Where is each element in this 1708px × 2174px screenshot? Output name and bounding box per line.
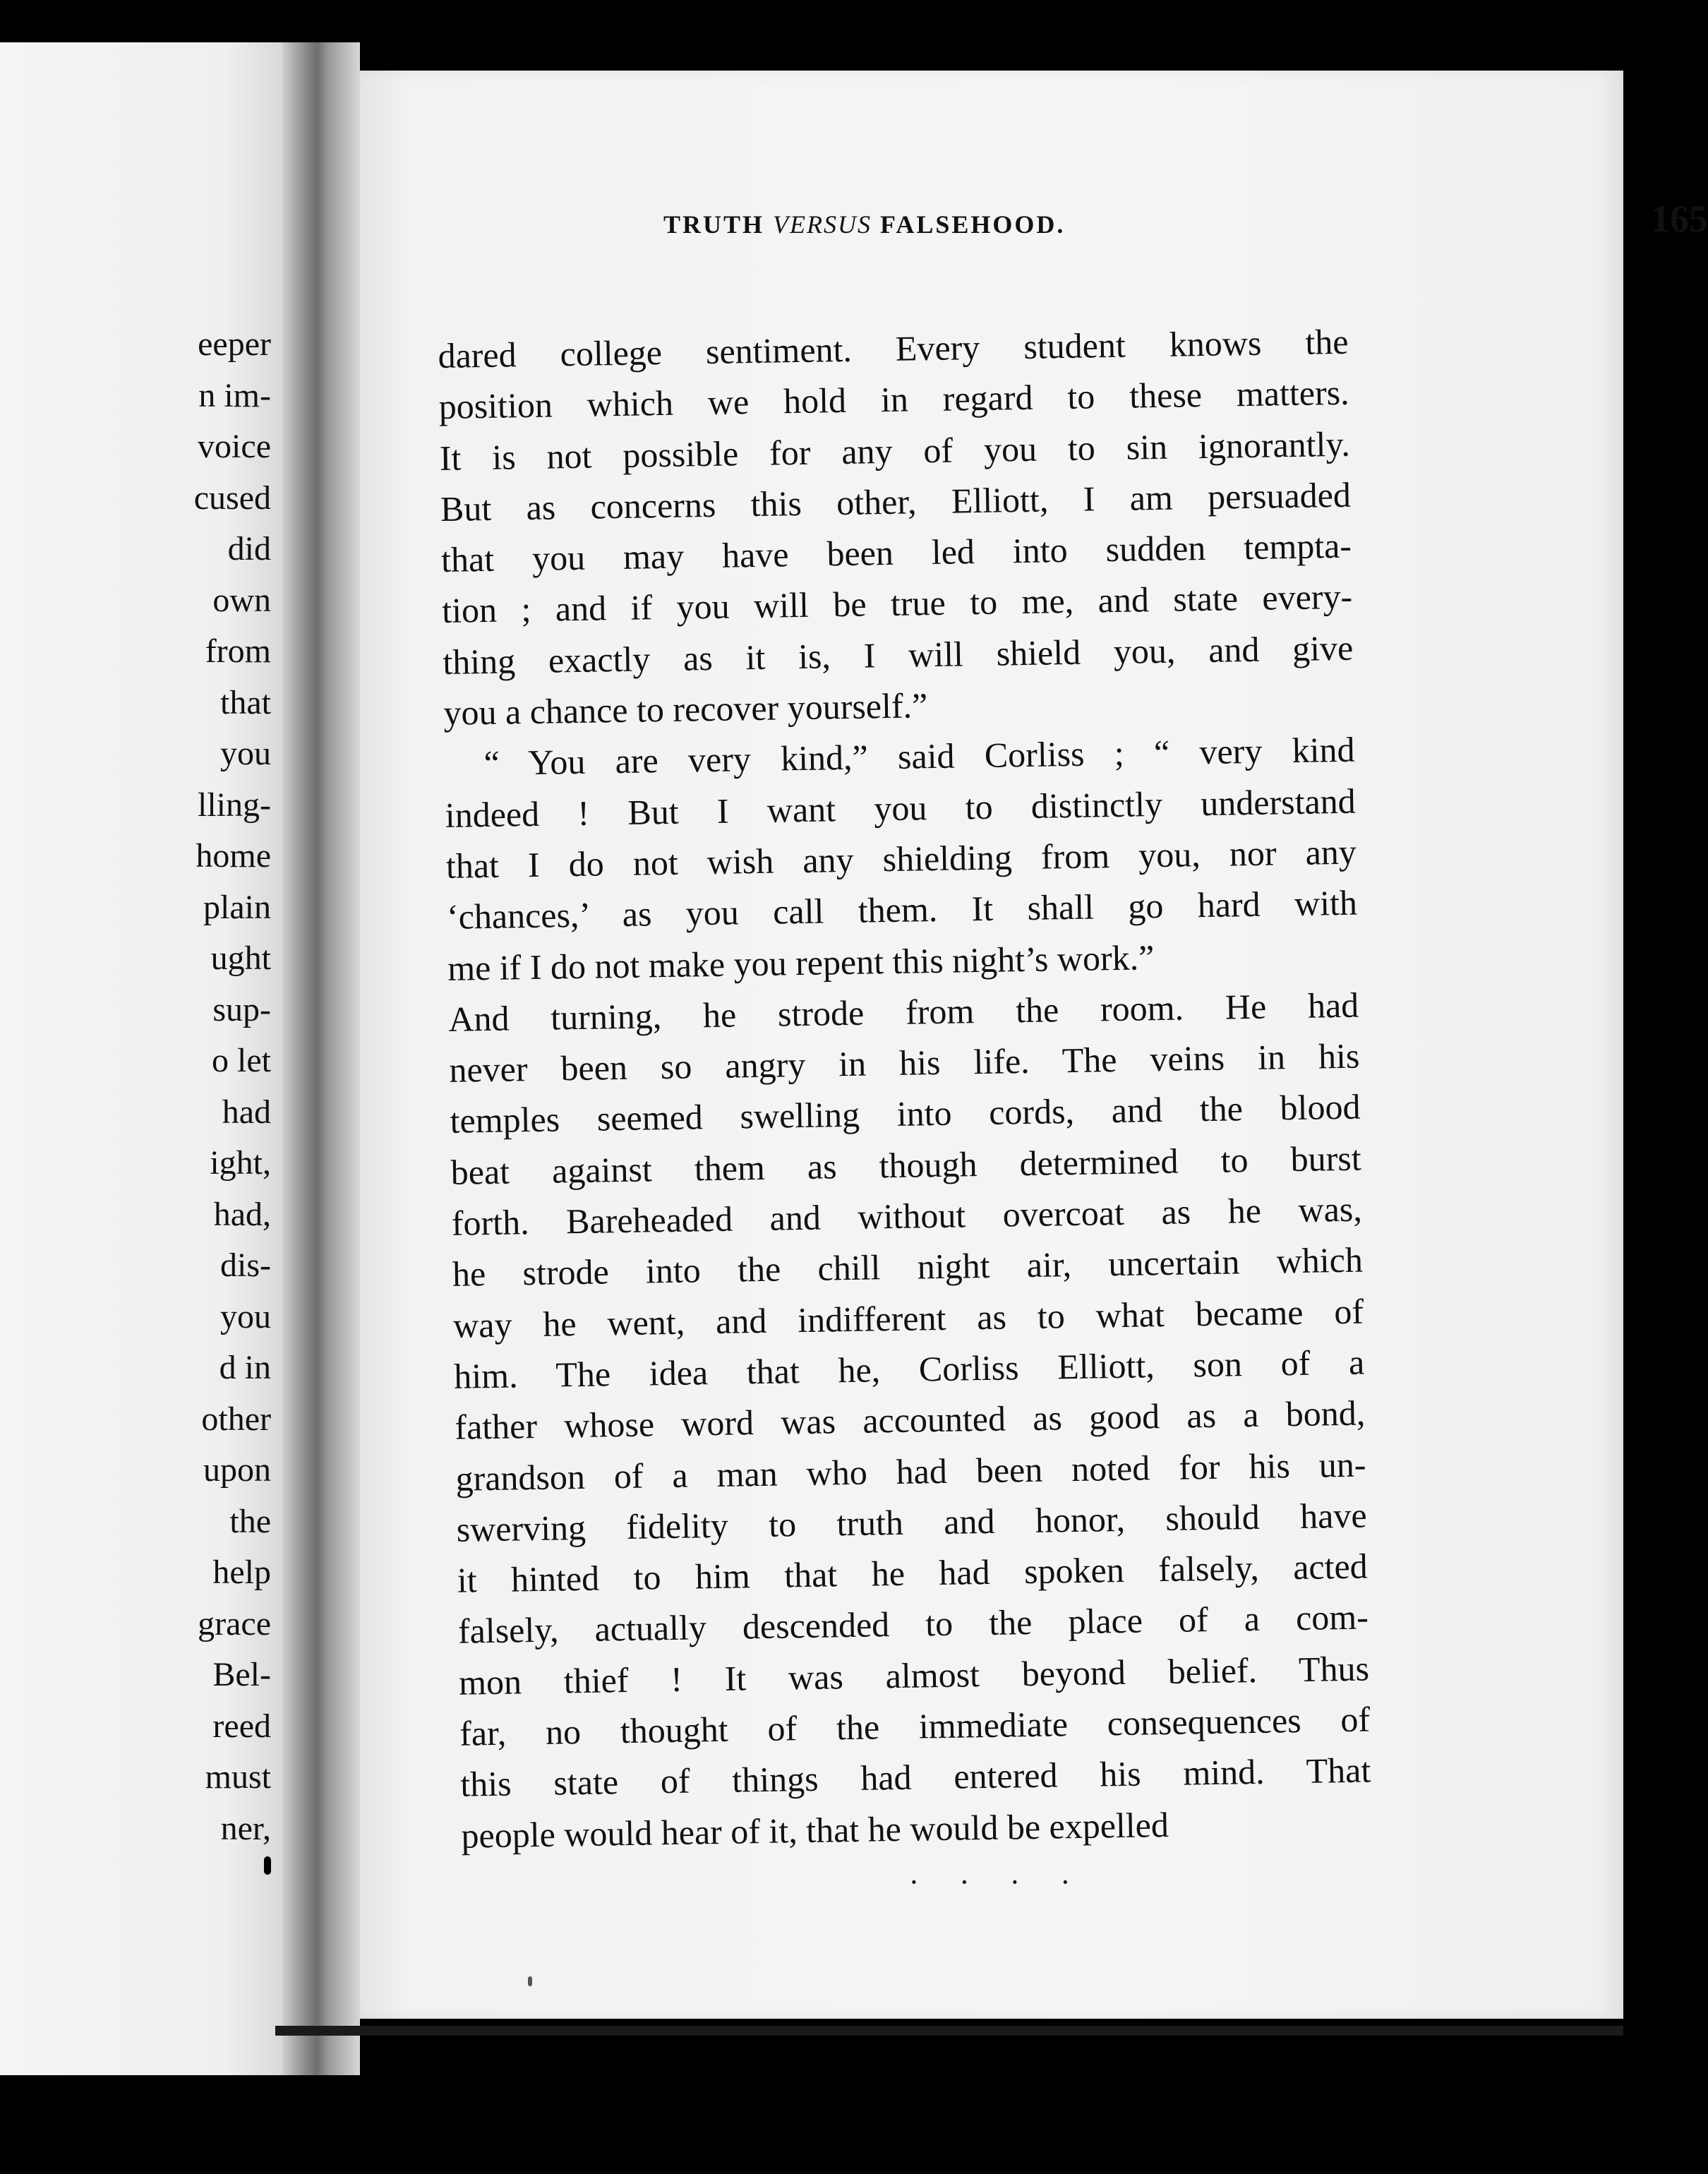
title-part-1: TRUTH bbox=[663, 210, 765, 239]
left-text-line: must bbox=[205, 1758, 271, 1796]
left-text-line: ner, bbox=[220, 1809, 271, 1847]
text-line: father whose word was accounted as good as a bond, bbox=[454, 1393, 1366, 1448]
text-line: “ You are very kind,” said Corliss ; “ very kind bbox=[483, 730, 1355, 783]
text-line: that you may have been led into sudden tempta- bbox=[440, 525, 1352, 580]
text-line: ‘chances,’ as you call them. It shall go hard with bbox=[446, 882, 1358, 937]
text-line: grandson of a man who had been noted for his un- bbox=[455, 1444, 1366, 1499]
running-title bbox=[663, 210, 1065, 239]
text-line: swerving fidelity to truth and honor, should have bbox=[456, 1495, 1367, 1549]
text-line: far, no thought of the immediate consequences of bbox=[459, 1699, 1371, 1753]
left-text-line: plain bbox=[203, 888, 271, 926]
title-part-2: FALSEHOOD. bbox=[880, 210, 1066, 239]
left-text-line: had bbox=[222, 1093, 271, 1131]
left-text-line: cused bbox=[193, 479, 271, 517]
left-text-line: did bbox=[227, 530, 271, 567]
left-text-line: voice bbox=[198, 428, 271, 465]
print-speck bbox=[528, 1976, 532, 1986]
left-text-line: that bbox=[220, 683, 271, 721]
text-line: me if I do not make you repent this night’s work.” bbox=[447, 937, 1155, 988]
left-text-line: reed bbox=[212, 1707, 271, 1745]
left-text-line: ight, bbox=[210, 1144, 271, 1182]
text-line: indeed ! But I want you to distinctly understand bbox=[445, 781, 1357, 835]
text-line: falsely, actually descended to the place of a com- bbox=[457, 1597, 1369, 1652]
spine-mark bbox=[264, 1856, 271, 1875]
text-line: temples seemed swelling into cords, and the blood bbox=[450, 1087, 1361, 1141]
text-line: never been so angry in his life. The veins in his bbox=[449, 1035, 1360, 1091]
left-text-line: dis- bbox=[220, 1247, 271, 1284]
left-text-line: you bbox=[220, 735, 271, 772]
text-line: way he went, and indifferent as to what became of bbox=[452, 1291, 1364, 1345]
text-line: And turning, he strode from the room. He had bbox=[447, 985, 1359, 1039]
text-line: It is not possible for any of you to sin ignorantly. bbox=[439, 424, 1351, 478]
left-text-line: you bbox=[220, 1297, 271, 1335]
text-line: it hinted to him that he had spoken falsely, acted bbox=[457, 1546, 1369, 1600]
left-text-line: the bbox=[229, 1502, 271, 1540]
text-line: tion ; and if you will be true to me, and state every- bbox=[441, 577, 1353, 631]
page-number: 165 bbox=[1651, 198, 1708, 240]
left-text-line: n im- bbox=[198, 376, 271, 414]
body-text bbox=[438, 316, 1372, 1861]
running-header bbox=[663, 194, 1708, 258]
left-text-line: d in bbox=[219, 1349, 271, 1386]
left-text-line: Bel- bbox=[212, 1656, 271, 1693]
text-line: that I do not wish any shielding from you, nor any bbox=[445, 831, 1357, 886]
left-text-line: other bbox=[201, 1400, 271, 1438]
left-text-line: sup- bbox=[212, 990, 271, 1028]
text-line: mon thief ! It was almost beyond belief. Thus bbox=[458, 1648, 1370, 1702]
page-bottom-edge bbox=[275, 2026, 1623, 2036]
text-line: people would hear of it, that he would be expelled bbox=[461, 1804, 1169, 1856]
left-text-line: grace bbox=[198, 1604, 271, 1642]
text-line: beat against them as though determined to burst bbox=[450, 1138, 1362, 1192]
left-text-line: eeper bbox=[198, 325, 271, 363]
left-page-text bbox=[194, 319, 271, 1854]
text-line: But as concerns this other, Elliott, I am persuaded bbox=[440, 474, 1352, 529]
left-text-line: home bbox=[196, 837, 271, 875]
left-text-line: lling- bbox=[198, 786, 271, 824]
left-text-line: had, bbox=[213, 1195, 271, 1233]
title-italic: VERSUS bbox=[773, 210, 872, 239]
text-line: you a chance to recover yourself.” bbox=[443, 685, 928, 733]
left-text-line: help bbox=[212, 1554, 271, 1591]
left-text-line: own bbox=[212, 581, 271, 619]
left-text-line: from bbox=[205, 632, 271, 670]
text-line: thing exactly as it is, I will shield you, and give bbox=[442, 627, 1354, 682]
text-line: forth. Bareheaded and without overcoat as he was, bbox=[451, 1189, 1363, 1243]
left-text-line: upon bbox=[203, 1451, 271, 1489]
left-text-line: o let bbox=[212, 1042, 271, 1079]
book-gutter bbox=[282, 42, 360, 2075]
left-text-line: ught bbox=[210, 939, 271, 977]
text-line: he strode into the chill night air, uncertain which bbox=[452, 1239, 1364, 1295]
left-page-fragment bbox=[0, 42, 282, 2075]
text-line: position which we hold in regard to these matters. bbox=[438, 373, 1349, 427]
text-line: this state of things had entered his mind. That bbox=[459, 1750, 1371, 1805]
text-line: dared college sentiment. Every student knows the bbox=[438, 321, 1349, 376]
text-line: him. The idea that he, Corliss Elliott, son of a bbox=[453, 1342, 1365, 1396]
footer-dots: · · · · bbox=[910, 1870, 1088, 1894]
